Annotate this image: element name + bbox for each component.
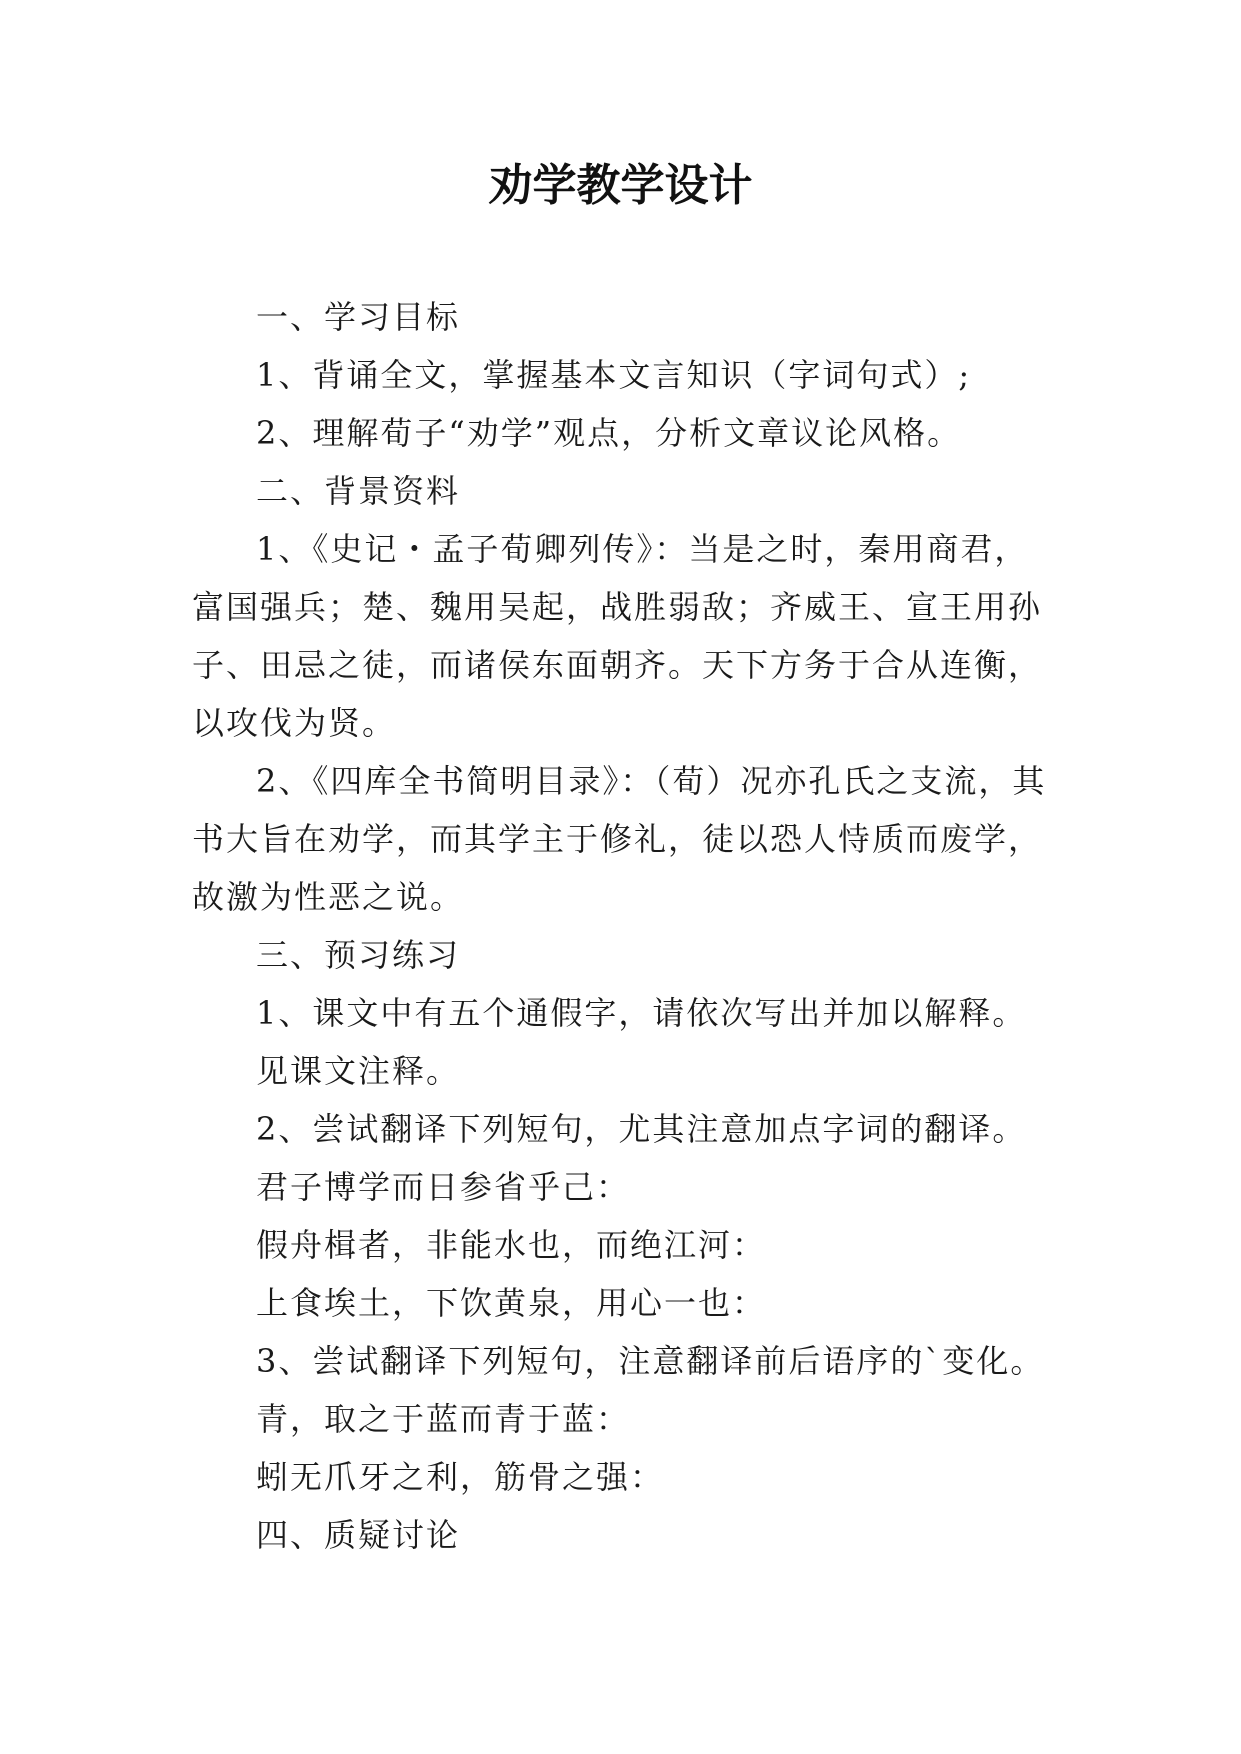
document-title: 劝学教学设计 (488, 160, 753, 211)
paragraph: 假舟楫者，非能水也，而绝江河： (256, 1226, 767, 1264)
paragraph: 2、《四库全书简明目录》：（荀）况亦孔氏之支流，其书大旨在劝学，而其学主于修礼，徒以恐人恃质而废学，故激为性恶之说。 (192, 762, 1047, 916)
document-body (192, 288, 1054, 1564)
paragraph: 2、尝试翻译下列短句，尤其注意加点字词的翻译。 (256, 1110, 1027, 1148)
paragraph: 1、背诵全文，掌握基本文言知识（字词句式）; (256, 356, 972, 394)
heading-background: 二、背景资料 (256, 472, 461, 510)
paragraph: 上食埃土，下饮黄泉，用心一也： (256, 1284, 767, 1322)
paragraph: 1、《史记・孟子荀卿列传》：当是之时，秦用商君，富国强兵；楚、魏用吴起，战胜弱敌；齐威王、宣王用孙子、田忌之徒，而诸侯东面朝齐。天下方务于合从连衡，以攻伐为贤。 (192, 530, 1043, 742)
heading-learning-objectives: 一、学习目标 (256, 298, 461, 336)
paragraph: 3、尝试翻译下列短句，注意翻译前后语序的`变化。 (256, 1342, 1045, 1380)
paragraph: 青，取之于蓝而青于蓝： (256, 1400, 631, 1438)
heading-preview-exercises: 三、预习练习 (256, 936, 461, 974)
paragraph: 2、理解荀子“劝学”观点，分析文章议论风格。 (256, 414, 962, 452)
paragraph: 见课文注释。 (256, 1052, 461, 1090)
heading-discussion: 四、质疑讨论 (256, 1516, 461, 1554)
paragraph: 1、课文中有五个通假字，请依次写出并加以解释。 (256, 994, 1027, 1032)
paragraph: 君子博学而日参省乎己： (256, 1168, 631, 1206)
paragraph: 蚓无爪牙之利，筋骨之强： (256, 1458, 665, 1496)
